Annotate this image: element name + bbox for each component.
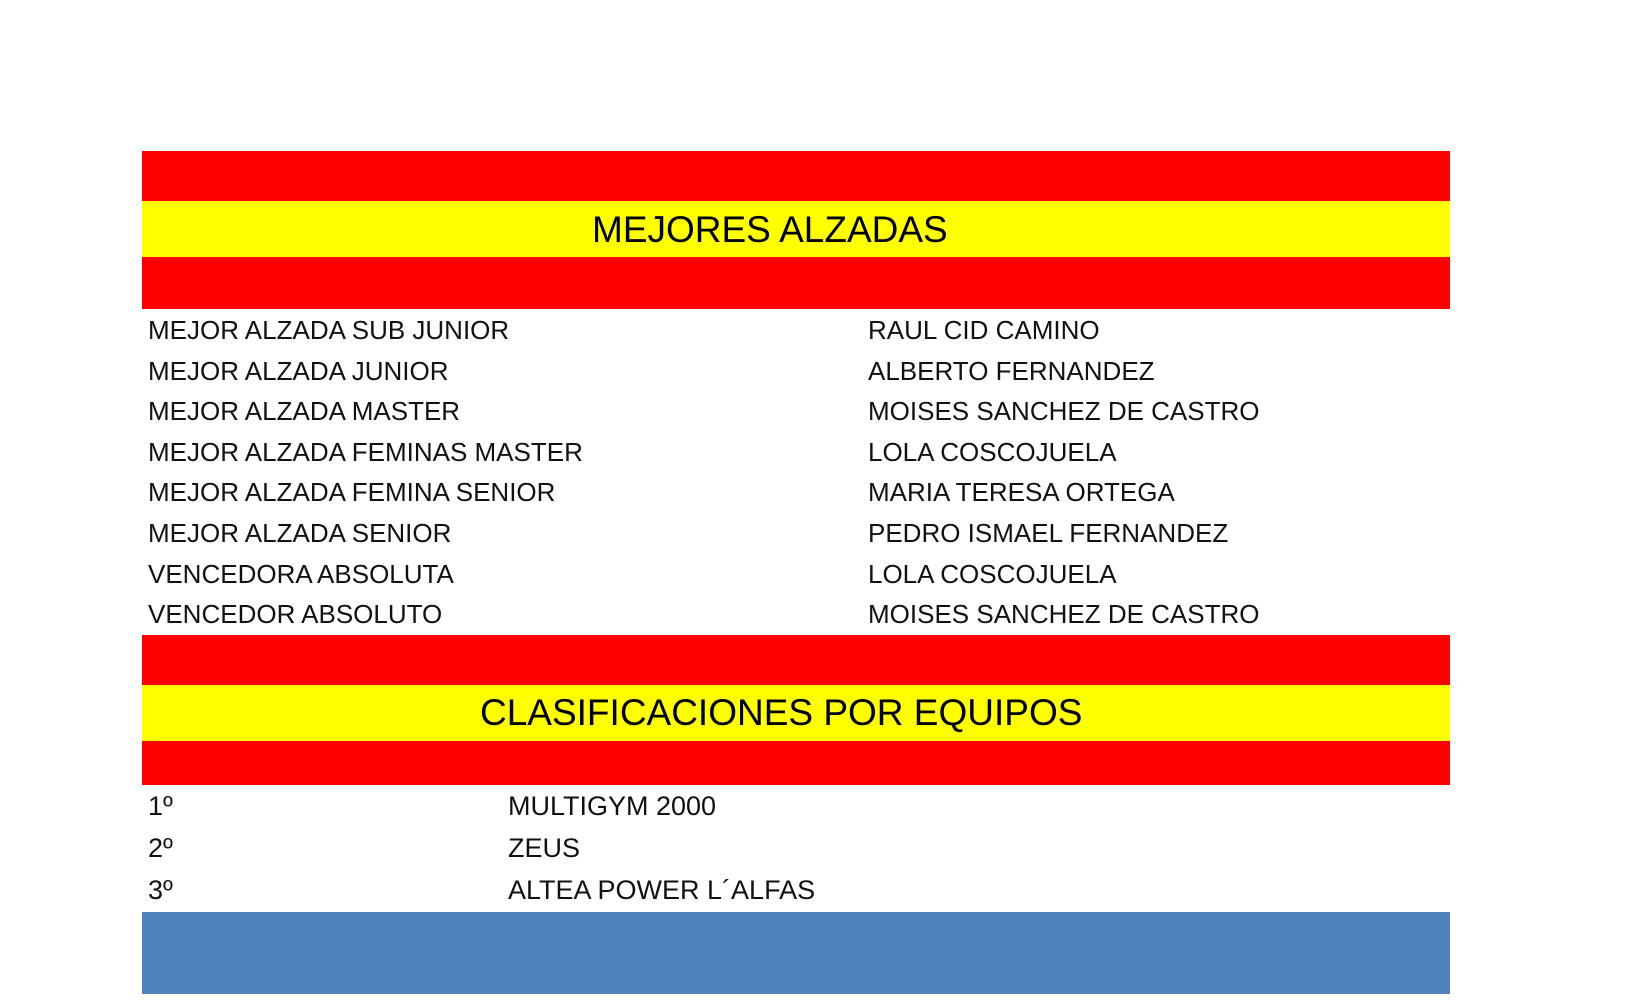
award-category: MEJOR ALZADA SENIOR xyxy=(148,517,452,548)
footer-band-blue xyxy=(142,912,1450,994)
award-category: VENCEDOR ABSOLUTO xyxy=(148,599,443,630)
header-band-red-top xyxy=(142,151,1450,201)
award-category: MEJOR ALZADA FEMINA SENIOR xyxy=(148,477,556,508)
team-rank: 1º xyxy=(148,790,173,821)
award-row xyxy=(142,472,1450,513)
award-winner: PEDRO ISMAEL FERNANDEZ xyxy=(868,517,1229,548)
header-band-red-bottom xyxy=(142,257,1450,309)
header-band-red-top xyxy=(142,635,1450,685)
team-row xyxy=(142,869,1450,911)
award-winner: MOISES SANCHEZ DE CASTRO xyxy=(868,396,1260,427)
award-row xyxy=(142,391,1450,432)
award-winner: LOLA COSCOJUELA xyxy=(868,436,1117,467)
award-row xyxy=(142,432,1450,473)
team-name: ALTEA POWER L´ALFAS xyxy=(508,875,816,906)
award-winner: ALBERTO FERNANDEZ xyxy=(868,355,1155,386)
award-winner: RAUL CID CAMINO xyxy=(868,315,1100,345)
award-category: MEJOR ALZADA MASTER xyxy=(148,396,461,427)
section-title-clasificaciones: CLASIFICACIONES POR EQUIPOS xyxy=(480,692,1083,734)
award-winner: MARIA TERESA ORTEGA xyxy=(868,477,1175,508)
award-category: VENCEDORA ABSOLUTA xyxy=(148,558,454,589)
team-rank: 2º xyxy=(148,833,173,864)
award-row xyxy=(142,554,1450,595)
award-category: MEJOR ALZADA SUB JUNIOR xyxy=(148,315,510,345)
results-sheet xyxy=(142,151,1450,994)
section-title-mejores-alzadas: MEJORES ALZADAS xyxy=(592,208,948,250)
team-list xyxy=(142,785,1450,912)
award-row xyxy=(142,513,1450,554)
header-band-yellow xyxy=(142,201,1450,257)
team-name: ZEUS xyxy=(508,833,581,864)
award-row xyxy=(142,310,1450,351)
team-name: MULTIGYM 2000 xyxy=(508,790,717,821)
team-rank: 3º xyxy=(148,875,173,906)
award-winner: MOISES SANCHEZ DE CASTRO xyxy=(868,599,1260,630)
award-category: MEJOR ALZADA FEMINAS MASTER xyxy=(148,436,583,467)
team-row xyxy=(142,785,1450,827)
award-row xyxy=(142,351,1450,392)
award-winner: LOLA COSCOJUELA xyxy=(868,558,1117,589)
header-band-red-bottom xyxy=(142,741,1450,785)
award-category: MEJOR ALZADA JUNIOR xyxy=(148,355,449,386)
award-list xyxy=(142,309,1450,635)
team-row xyxy=(142,827,1450,869)
award-row xyxy=(142,594,1450,635)
header-band-yellow xyxy=(142,685,1450,741)
